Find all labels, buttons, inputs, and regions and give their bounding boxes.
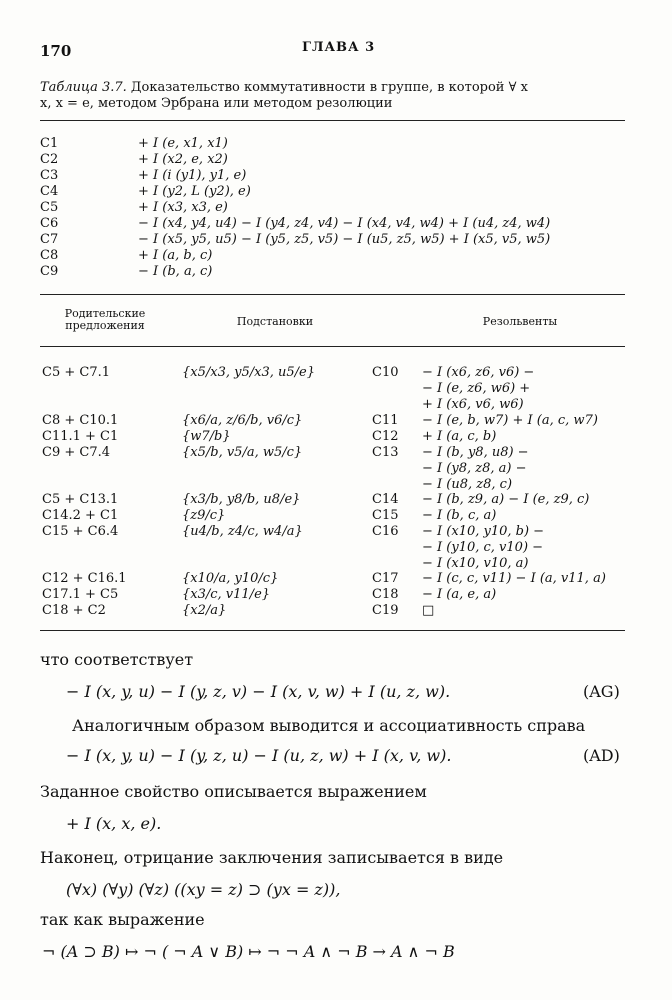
row-clause-id: C11 bbox=[372, 413, 399, 428]
row-substitution: {x3/c, v11/e} bbox=[182, 587, 271, 602]
equation-tag: (AD) bbox=[583, 746, 620, 765]
table-top-rule bbox=[40, 120, 625, 121]
row-resolvent: − I (c, c, v11) − I (a, v11, a) bbox=[422, 571, 606, 586]
row-resolvent: + I (a, c, b) bbox=[422, 429, 497, 444]
row-parents: C5 + C13.1 bbox=[42, 492, 119, 507]
axiom-formula: + I (e, x1, x1) bbox=[138, 136, 228, 151]
chapter-title: ГЛАВА 3 bbox=[302, 40, 376, 55]
paragraph: так как выражение bbox=[40, 910, 205, 929]
row-substitution: {x5/x3, y5/x3, u5/e} bbox=[182, 365, 315, 380]
caption-text-line2: x, x = e, методом Эрбрана или методом резолюции bbox=[40, 96, 393, 111]
row-resolvent: − I (y8, z8, a) − bbox=[422, 461, 527, 476]
table-caption bbox=[40, 80, 630, 112]
row-parents: C12 + C16.1 bbox=[42, 571, 127, 586]
row-substitution: {x3/b, y8/b, u8/e} bbox=[182, 492, 301, 507]
caption-text-line1: Доказательство коммутативности в группе, в которой ∀ x bbox=[130, 80, 528, 95]
paragraph: Заданное свойство описывается выражением bbox=[40, 782, 427, 801]
paragraph: что соответствует bbox=[40, 650, 194, 669]
row-clause-id: C16 bbox=[372, 524, 399, 539]
axiom-formula: + I (a, b, c) bbox=[138, 248, 213, 263]
column-header-parents-line1: Родительские bbox=[64, 307, 146, 320]
row-resolvent: − I (b, c, a) bbox=[422, 508, 497, 523]
row-resolvent: − I (x10, y10, b) − bbox=[422, 524, 545, 539]
formula-property: + I (x, x, e). bbox=[66, 814, 162, 833]
axiom-id: C7 bbox=[40, 232, 59, 247]
axiom-id: C9 bbox=[40, 264, 59, 279]
formula-transform: ¬ (A ⊃ B) ↦ ¬ ( ¬ A ∨ B) ↦ ¬ ¬ A ∧ ¬ B → A ∧ ¬ B bbox=[42, 942, 455, 961]
row-parents: C5 + C7.1 bbox=[42, 365, 110, 380]
axiom-id: C3 bbox=[40, 168, 59, 183]
row-parents: C14.2 + C1 bbox=[42, 508, 119, 523]
row-substitution: {x6/a, z/6/b, v6/c} bbox=[182, 413, 303, 428]
row-clause-id: C14 bbox=[372, 492, 399, 507]
row-parents: C9 + C7.4 bbox=[42, 445, 110, 460]
column-header-resolvents: Резольвенты bbox=[482, 315, 558, 328]
row-parents: C11.1 + C1 bbox=[42, 429, 119, 444]
empty-clause-symbol: □ bbox=[422, 603, 435, 618]
axiom-formula: − I (x4, y4, u4) − I (y4, z4, v4) − I (x4, v4, w4) + I (u4, z4, w4) bbox=[138, 216, 551, 231]
row-substitution: {z9/c} bbox=[182, 508, 226, 523]
axiom-id: C1 bbox=[40, 136, 59, 151]
row-clause-id: C19 bbox=[372, 603, 399, 618]
row-clause-id: C13 bbox=[372, 445, 399, 460]
row-resolvent: − I (y10, c, v10) − bbox=[422, 540, 544, 555]
row-clause-id: C12 bbox=[372, 429, 399, 444]
row-parents: C8 + C10.1 bbox=[42, 413, 119, 428]
row-clause-id: C17 bbox=[372, 571, 399, 586]
formula-ad: − I (x, y, u) − I (y, z, u) − I (u, z, w) + I (x, v, w). bbox=[66, 746, 452, 765]
axiom-id: C8 bbox=[40, 248, 59, 263]
row-parents: C15 + C6.4 bbox=[42, 524, 119, 539]
caption-label: Таблица 3.7. bbox=[40, 80, 127, 95]
row-parents: C18 + C2 bbox=[42, 603, 106, 618]
formula-negation: (∀x) (∀y) (∀z) ((xy = z) ⊃ (yx = z)), bbox=[66, 880, 341, 899]
row-resolvent: − I (x6, z6, v6) − bbox=[422, 365, 535, 380]
table-bottom-rule bbox=[40, 630, 625, 631]
axiom-id: C4 bbox=[40, 184, 59, 199]
row-substitution: {x5/b, v5/a, w5/c} bbox=[182, 445, 303, 460]
table-header-rule bbox=[40, 346, 625, 347]
row-resolvent: + I (x6, v6, w6) bbox=[422, 397, 524, 412]
equation-tag: (AG) bbox=[583, 682, 620, 701]
row-resolvent: − I (u8, z8, c) bbox=[422, 477, 513, 492]
axiom-formula: − I (x5, y5, u5) − I (y5, z5, v5) − I (u5, z5, w5) + I (x5, v5, w5) bbox=[138, 232, 551, 247]
row-parents: C17.1 + C5 bbox=[42, 587, 119, 602]
column-header-parents bbox=[40, 308, 170, 332]
axiom-formula: + I (x2, e, x2) bbox=[138, 152, 228, 167]
axiom-id: C6 bbox=[40, 216, 59, 231]
row-substitution: {w7/b} bbox=[182, 429, 231, 444]
row-resolvent: − I (a, e, a) bbox=[422, 587, 497, 602]
row-clause-id: C15 bbox=[372, 508, 399, 523]
axiom-id: C5 bbox=[40, 200, 59, 215]
row-substitution: {x2/a} bbox=[182, 603, 227, 618]
paragraph: Наконец, отрицание заключения записывается в виде bbox=[40, 848, 504, 867]
axiom-formula: + I (x3, x3, e) bbox=[138, 200, 228, 215]
row-resolvent: − I (b, y8, u8) − bbox=[422, 445, 529, 460]
column-header-substitutions: Подстановки bbox=[236, 315, 314, 328]
row-substitution: {u4/b, z4/c, w4/a} bbox=[182, 524, 303, 539]
row-clause-id: C18 bbox=[372, 587, 399, 602]
row-resolvent: − I (e, z6, w6) + bbox=[422, 381, 531, 396]
row-substitution: {x10/a, y10/c} bbox=[182, 571, 279, 586]
formula-ag: − I (x, y, u) − I (y, z, v) − I (x, v, w) + I (u, z, w). bbox=[66, 682, 451, 701]
paragraph: Аналогичным образом выводится и ассоциативность справа bbox=[72, 716, 586, 735]
axiom-formula: + I (i (y1), y1, e) bbox=[138, 168, 247, 183]
table-mid-rule bbox=[40, 294, 625, 295]
axiom-id: C2 bbox=[40, 152, 59, 167]
column-header-parents-line2: предложения bbox=[65, 319, 145, 332]
axiom-formula: − I (b, a, c) bbox=[138, 264, 213, 279]
row-resolvent: − I (e, b, w7) + I (a, c, w7) bbox=[422, 413, 598, 428]
row-clause-id: C10 bbox=[372, 365, 399, 380]
row-resolvent: − I (x10, v10, a) bbox=[422, 556, 529, 571]
axiom-formula: + I (y2, L (y2), e) bbox=[138, 184, 251, 199]
page-number: 170 bbox=[40, 42, 72, 60]
row-resolvent: − I (b, z9, a) − I (e, z9, c) bbox=[422, 492, 590, 507]
